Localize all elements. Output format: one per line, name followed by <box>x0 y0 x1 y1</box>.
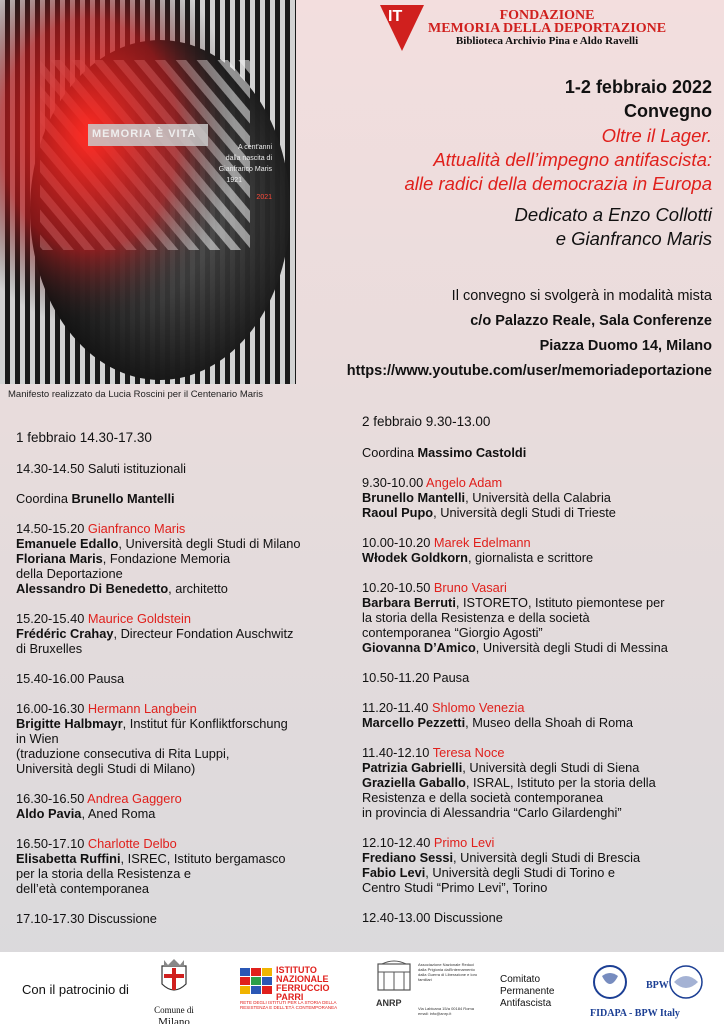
logo-line1: FONDAZIONE <box>499 8 595 23</box>
day2-coordinator: Coordina Massimo Castoldi <box>362 445 527 460</box>
event-title-line3: alle radici della democrazia in Europa <box>404 173 712 194</box>
parri-line2: NAZIONALE <box>276 974 329 984</box>
day2-session1: 9.30-10.00 Angelo Adam Brunello Mantelli, Università della Calabria Raoul Pupo, Università degli Studi di Trieste <box>362 475 616 520</box>
anrp-label: ANRP <box>376 998 402 1008</box>
poster-line3: Gianfranco Maris <box>218 166 272 173</box>
fidapa-emblem-icon <box>590 962 714 1006</box>
poster-line1: A cent'anni <box>237 144 272 151</box>
day2-session4: 11.20-11.40 Shlomo Venezia Marcello Pezzetti, Museo della Shoah di Roma <box>362 700 634 730</box>
day1-pausa: 15.40-16.00 Pausa <box>16 671 125 686</box>
day1-coordinator: Coordina Brunello Mantelli <box>16 491 175 506</box>
parri-line4: PARRI <box>276 992 304 1002</box>
day2-discussione: 12.40-13.00 Discussione <box>362 910 503 925</box>
parri-flags-icon <box>240 966 274 996</box>
day2-session5: 11.40-12.10 Teresa Noce Patrizia Gabrielli, Università degli Studi di Siena Graziella Gaballo, ISRAL, Istituto per la storia della Resistenza e della società contemporanea in provincia di Alessandria “Carlo Gilardenghi” <box>362 745 656 820</box>
day1-saluti: 14.30-14.50 Saluti istituzionali <box>16 461 187 476</box>
anrp-emblem-icon <box>374 960 414 996</box>
event-title-line2: Attualità dell’impegno antifascista: <box>433 149 712 170</box>
parri-line1: ISTITUTO <box>276 965 317 975</box>
youtube-link[interactable]: https://www.youtube.com/user/memoriadeportazione <box>346 363 712 379</box>
patrocinio-label: Con il patrocinio di <box>22 982 129 997</box>
parri-subtitle: RETE DEGLI ISTITUTI PER LA STORIA DELLA RESISTENZA E DELL'ETÀ CONTEMPORANEA <box>240 1000 338 1010</box>
parri-line3: FERRUCCIO <box>276 983 330 993</box>
poster-banner: MEMORIA È VITA <box>92 128 197 140</box>
anrp-description: Associazione Nazionale Reduci dalla Prigionia dall'Internamento dalla Guerra di Liberazione e loro familiari <box>418 962 478 982</box>
sponsors-footer <box>0 952 724 1024</box>
poster-caption: Manifesto realizzato da Lucia Roscini per il Centenario Maris <box>8 389 264 400</box>
anrp-address: Via Labicana 15/a 00184 Roma email: info@anrp.it <box>418 1006 474 1016</box>
milano-crest-icon <box>156 958 192 998</box>
event-title-line1: Oltre il Lager. <box>601 125 712 146</box>
event-date: 1-2 febbraio 2022 <box>564 77 712 97</box>
logo-mark: IT <box>388 8 403 25</box>
logo-line3: Biblioteca Archivio Pina e Aldo Ravelli <box>455 35 639 47</box>
milano-caption2: Milano <box>158 1016 190 1024</box>
day1-session3: 16.00-16.30 Hermann Langbein Brigitte Halbmayr, Institut für Konfliktforschung in Wien (traduzione consecutiva di Rita Luppi, Università degli Studi di Milano) <box>16 701 288 776</box>
day1-discussione: 17.10-17.30 Discussione <box>16 911 157 926</box>
day2-session3: 10.20-10.50 Bruno Vasari Barbara Berruti, ISTORETO, Istituto piemontese per la storia della Resistenza e della società contemporanea “Giorgio Agosti” Giovanna D’Amico, Università degli Studi di Messina <box>362 580 668 655</box>
foundation-logo <box>380 5 720 55</box>
info-address: Piazza Duomo 14, Milano <box>539 338 712 354</box>
poster-year2: 2021 <box>256 194 272 201</box>
poster-line2: dalla nascita di <box>225 155 272 162</box>
info-venue: c/o Palazzo Reale, Sala Conferenze <box>470 313 712 329</box>
milano-caption1: Comune di <box>154 1005 194 1015</box>
day1-title: 1 febbraio 14.30-17.30 <box>16 430 152 445</box>
day2-pausa: 10.50-11.20 Pausa <box>362 670 470 685</box>
poster-year1: 1921 <box>226 177 242 184</box>
fidapa-label: FIDAPA - BPW Italy <box>590 1008 680 1019</box>
day2-session6: 12.10-12.40 Primo Levi Frediano Sessi, Università degli Studi di Brescia Fabio Levi, Università degli Studi di Torino e Centro Studi “Primo Levi”, Torino <box>362 835 641 895</box>
logo-line2: MEMORIA DELLA DEPORTAZIONE <box>428 21 667 36</box>
svg-text:BPW: BPW <box>646 980 669 991</box>
info-mode: Il convegno si svolgerà in modalità mista <box>451 288 712 304</box>
event-type: Convegno <box>624 101 712 121</box>
comune-milano-logo <box>152 958 196 1024</box>
program-day2 <box>362 414 714 940</box>
comitato-logo: Comitato Permanente Antifascista <box>500 974 555 1009</box>
dedication-line1: Dedicato a Enzo Collotti <box>514 204 712 225</box>
day1-session2: 15.20-15.40 Maurice Goldstein Frédéric Crahay, Directeur Fondation Auschwitz di Bruxelles <box>16 611 294 656</box>
day1-session4: 16.30-16.50 Andrea Gaggero Aldo Pavia, Aned Roma <box>16 791 182 821</box>
dedication-line2: e Gianfranco Maris <box>555 228 712 249</box>
day1-session1: 14.50-15.20 Gianfranco Maris Emanuele Edallo, Università degli Studi di Milano Floriana Maris, Fondazione Memoria della Deportazione Alessandro Di Benedetto, architetto <box>16 521 301 596</box>
poster-image <box>0 0 296 384</box>
day2-session2: 10.00-10.20 Marek Edelmann Włodek Goldkorn, giornalista e scrittore <box>362 535 594 565</box>
program-day1 <box>16 430 346 941</box>
day2-title: 2 febbraio 9.30-13.00 <box>362 414 491 429</box>
day1-session5: 16.50-17.10 Charlotte Delbo Elisabetta Ruffini, ISREC, Istituto bergamasco per la storia della Resistenza e dell’età contemporanea <box>16 836 286 896</box>
